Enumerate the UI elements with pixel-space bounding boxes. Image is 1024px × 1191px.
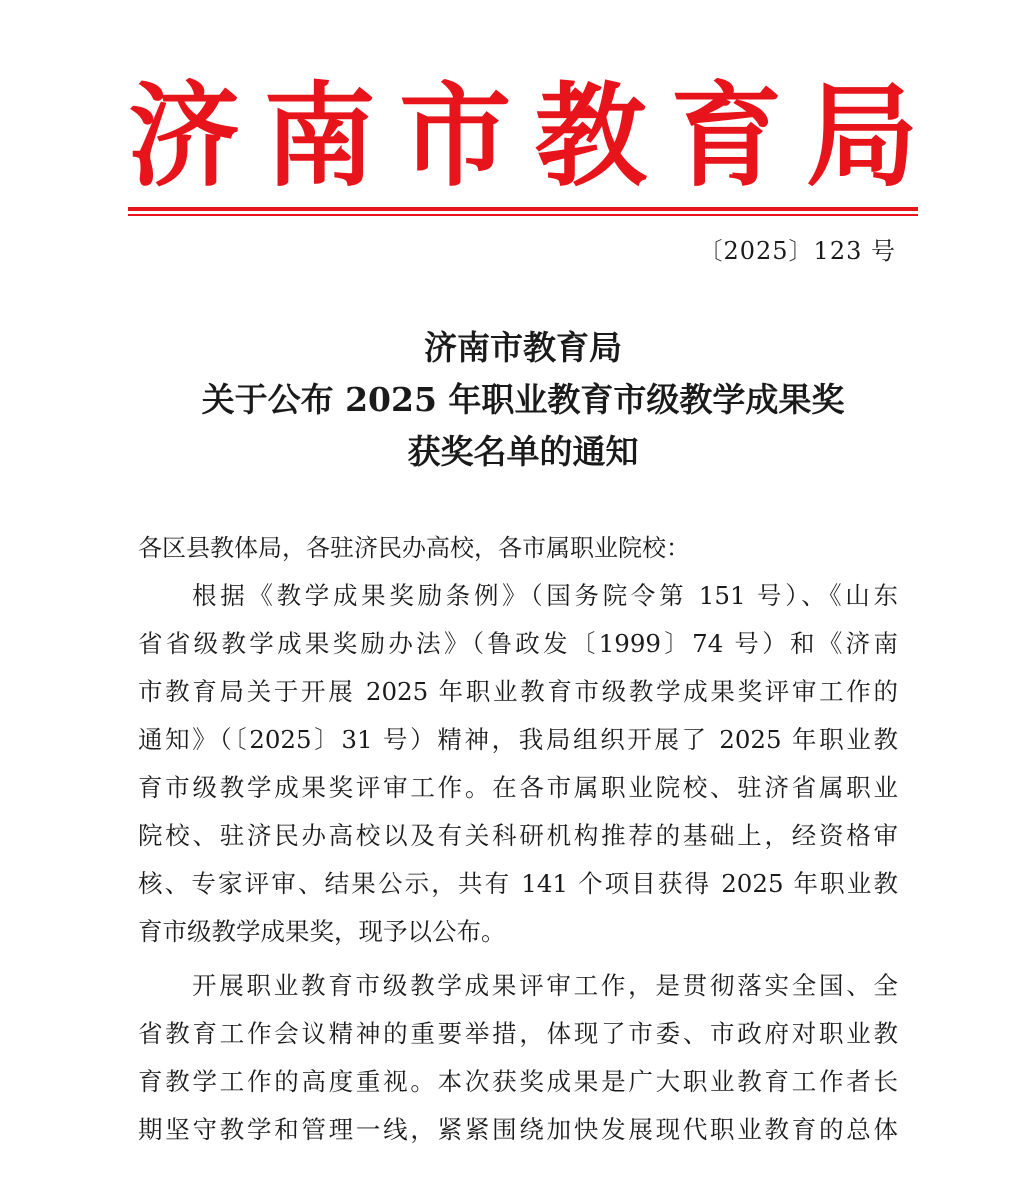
- document-number: 〔2025〕123 号: [698, 237, 896, 265]
- document-title: [128, 322, 918, 478]
- title-line: 获奖名单的通知: [407, 432, 639, 471]
- paragraph-line: 育市级教学成果奖，现予以公布。: [138, 917, 506, 946]
- title-line: 济南市教育局: [424, 328, 622, 367]
- paragraph-line: 通知》（〔2025〕31 号）精神，我局组织开展了 2025 年职业教: [138, 725, 898, 754]
- masthead-char: 教: [534, 71, 647, 202]
- paragraph-line: 省教育工作会议精神的重要举措，体现了市委、市政府对职业教: [138, 1019, 898, 1048]
- masthead: [128, 72, 918, 202]
- paragraph-line: 根据《教学成果奖励条例》（国务院令第 151 号）、《山东: [192, 581, 898, 610]
- masthead-divider-thick: [128, 207, 918, 211]
- masthead-char: 局: [805, 71, 918, 202]
- title-line: 关于公布 2025 年职业教育市级教学成果奖: [201, 380, 845, 419]
- paragraph-line: 市教育局关于开展 2025 年职业教育市级教学成果奖评审工作的: [138, 677, 898, 706]
- masthead-char: 育: [670, 71, 783, 202]
- salutation: 各区县教体局，各驻济民办高校，各市属职业院校：: [138, 534, 690, 562]
- masthead-char: 南: [263, 71, 376, 202]
- masthead-char: 市: [399, 71, 512, 202]
- paragraph-line: 育教学工作的高度重视。本次获奖成果是广大职业教育工作者长: [138, 1067, 898, 1096]
- paragraph-line: 省省级教学成果奖励办法》（鲁政发〔1999〕74 号）和《济南: [138, 629, 898, 658]
- paragraph-line: 核、专家评审、结果公示，共有 141 个项目获得 2025 年职业教: [138, 869, 898, 898]
- masthead-char: 济: [128, 71, 240, 202]
- paragraph-line: 期坚守教学和管理一线，紧紧围绕加快发展现代职业教育的总体: [138, 1115, 898, 1144]
- paragraph-line: 开展职业教育市级教学成果评审工作，是贯彻落实全国、全: [192, 971, 898, 1000]
- masthead-divider-thin: [128, 214, 918, 216]
- paragraph-line: 育市级教学成果奖评审工作。在各市属职业院校、驻济省属职业: [138, 773, 898, 802]
- paragraph-line: 院校、驻济民办高校以及有关科研机构推荐的基础上，经资格审: [138, 821, 898, 850]
